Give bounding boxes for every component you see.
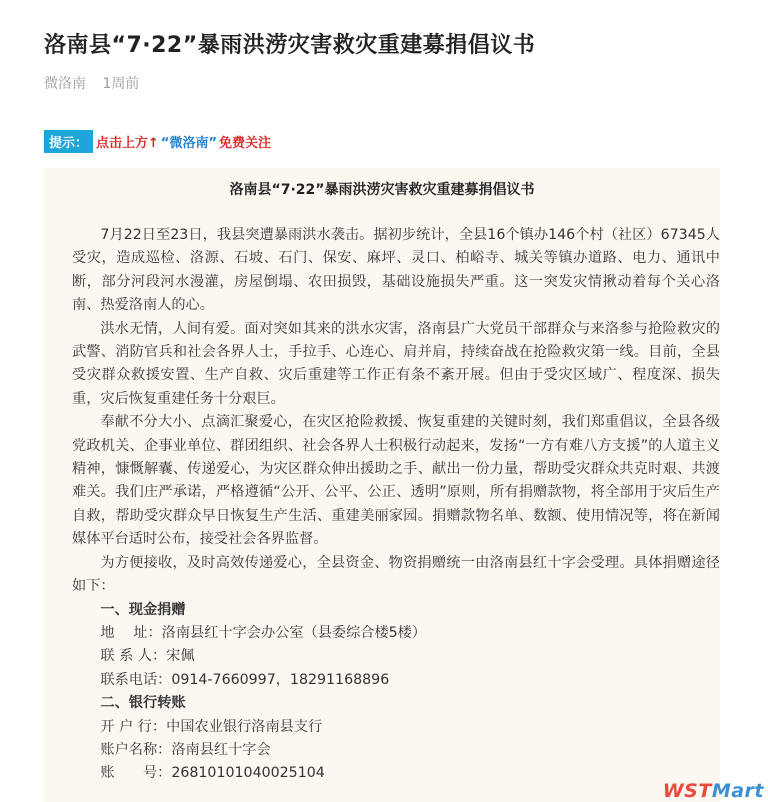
paragraph: 为方便接收，及时高效传递爱心，全县资金、物资捐赠统一由洛南县红十字会受理。具体捐赠途径如下： — [72, 554, 720, 595]
paragraph: 洪水无情，人间有爱。面对突如其来的洪水灾害，洛南县广大党员干部群众与来洛参与抢险救灾的武警、消防官兵和社会各界人士，手拉手、心连心、肩并肩，持续奋战在抢险救灾第一线。目前，全县受灾群众救援安置、生产自救、灾后重建等工作正有条不紊开展。但由于受灾区域广、程度深、损失重，灾后恢复重建任务十分艰巨。 — [72, 320, 720, 407]
bank-name: 开 户 行：中国农业银行洛南县支行 — [100, 718, 323, 735]
bank-heading: 二、银行转账 — [100, 695, 186, 712]
tip-account-link[interactable]: “微洛南” — [160, 136, 218, 151]
paragraph: 7月22日至23日，我县突遭暴雨洪水袭击。据初步统计，全县16个镇办146个村（社区）67345人受灾，造成巡检、洛源、石坡、石门、保安、麻坪、灵口、柏峪寺、城关等镇办道路、电力、通讯中断，部分河段河水漫灌，房屋倒塌、农田损毁，基础设施损失严重。这一突发灾情揪动着每个关心洛南、热爱洛南人的心。 — [72, 227, 720, 314]
article-meta — [44, 73, 139, 93]
document-heading: 洛南县“7·22”暴雨洪涝灾害救灾重建募捐倡议书 — [229, 182, 535, 198]
cash-heading: 一、现金捐赠 — [100, 601, 186, 618]
document-body — [72, 224, 720, 786]
bank-account-number: 账 号：26810101040025104 — [100, 765, 325, 782]
tip-follow-text: 免费关注 — [219, 136, 272, 151]
cash-address: 地 址：洛南县红十字会办公室（县委综合楼5楼） — [100, 624, 427, 641]
follow-tip — [44, 130, 271, 153]
tip-text: 点击上方↑ — [96, 136, 159, 151]
paragraph: 奉献不分大小、点滴汇聚爱心，在灾区抢险救援、恢复重建的关键时刻，我们郑重倡议，全县各级党政机关、企事业单位、群团组织、社会各界人士积极行动起来，发扬“一方有难八方支援”的人道主义精神，慷慨解囊、传递爱心，为灾区群众伸出援助之手、献出一份力量，帮助受灾群众共克时艰、共渡难关。我们庄严承诺，严格遵循“公开、公平、公正、透明”原则，所有捐赠款物，将全部用于灾后生产自救，帮助受灾群众早日恢复生产生活、重建美丽家园。捐赠款物名单、数额、使用情况等，将在新闻媒体平台适时公布，接受社会各界监督。 — [72, 414, 720, 548]
watermark-logo — [663, 780, 764, 802]
article-title: 洛南县“7·22”暴雨洪涝灾害救灾重建募捐倡议书 — [44, 33, 536, 58]
tip-label: 提示： — [44, 130, 93, 153]
cash-phone: 联系电话：0914-7660997，18291168896 — [100, 671, 390, 688]
publish-time: 1周前 — [102, 76, 140, 92]
source-account-link[interactable]: 微洛南 — [44, 76, 86, 92]
watermark-part-b: Mart — [711, 780, 764, 802]
bank-account-name: 账户名称：洛南县红十字会 — [100, 741, 271, 758]
cash-contact: 联 系 人：宋佩 — [100, 648, 195, 665]
document-image — [44, 168, 720, 802]
watermark-part-a: WST — [662, 780, 712, 802]
